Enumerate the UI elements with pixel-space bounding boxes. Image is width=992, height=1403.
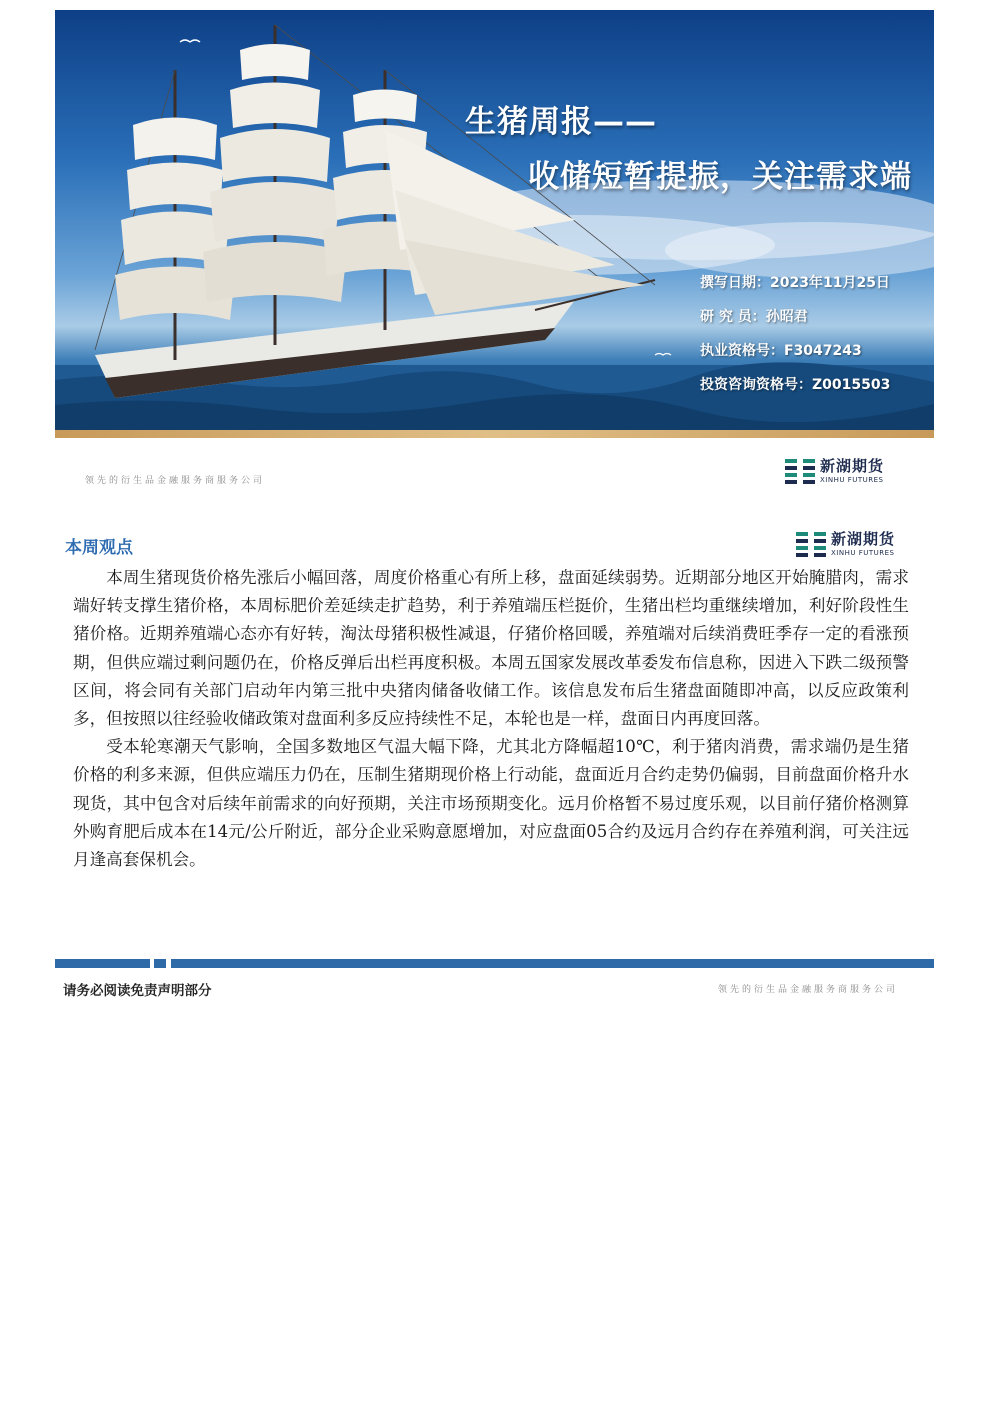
footer-tagline: 领先的衍生品金融服务商服务公司 <box>718 985 899 995</box>
consult-license-number: 投资咨询资格号：Z0015503 <box>700 377 891 393</box>
company-tagline: 领先的衍生品金融服务商服务公司 <box>85 476 266 486</box>
report-date: 撰写日期：2023年11月25日 <box>700 275 890 291</box>
banner-gold-strip <box>55 430 934 438</box>
footer-rule-segment-1 <box>55 959 150 968</box>
company-logo <box>785 457 884 485</box>
license-number: 执业资格号：F3047243 <box>700 343 862 359</box>
report-meta <box>700 272 930 408</box>
logo-cn-text: 新湖期货 <box>831 529 896 548</box>
xinhu-logo-icon <box>796 530 826 558</box>
weekly-view-body <box>73 564 909 874</box>
report-title: 生猪周报—— <box>465 104 657 140</box>
xinhu-logo-icon <box>785 457 815 485</box>
researcher-name: 研 究 员：孙昭君 <box>700 309 808 325</box>
logo-en-text: XINHU FUTURES <box>831 548 895 557</box>
paragraph-2: 受本轮寒潮天气影响，全国多数地区气温大幅下降，尤其北方降幅超10℃，利于猪肉消费，需求端仍是生猪价格的利多来源，但供应端压力仍在，压制生猪期现价格上行动能，盘面近月合约走势仍偏弱，目前盘面价格升水现货，其中包含对后续年前需求的向好预期，关注市场预期变化。远月价格暂不易过度乐观，以目前仔猪价格测算外购育肥后成本在14元/公斤附近，部分企业采购意愿增加，对应盘面05合约及远月合约存在养殖利润，可关注远月逢高套保机会。 <box>73 737 909 870</box>
disclaimer-notice: 请务必阅读免责声明部分 <box>63 983 212 999</box>
paragraph-1: 本周生猪现货价格先涨后小幅回落，周度价格重心有所上移，盘面延续弱势。近期部分地区开始腌腊肉，需求端好转支撑生猪价格，本周标肥价差延续走扩趋势，利于养殖端压栏挺价，生猪出栏均重继续增加，利好阶段性生猪价格。近期养殖端心态亦有好转，淘汰母猪积极性减退，仔猪价格回暖，养殖端对后续消费旺季存一定的看涨预期，但供应端过剩问题仍在，价格反弹后出栏再度积极。本周五国家发展改革委发布信息称，因进入下跌二级预警区间，将会同有关部门启动年内第三批中央猪肉储备收储工作。该信息发布后生猪盘面随即冲高，以反应政策利多，但按照以往经验收储政策对盘面利多反应持续性不足，本轮也是一样，盘面日内再度回落。 <box>73 568 909 729</box>
footer-rule-segment-2 <box>154 959 166 968</box>
cover-banner <box>55 10 934 437</box>
logo-cn-text: 新湖期货 <box>820 456 885 475</box>
logo-en-text: XINHU FUTURES <box>820 475 884 484</box>
footer-rule-segment-3 <box>171 959 934 968</box>
section-logo <box>796 530 895 558</box>
section-heading: 本周观点 <box>65 538 133 558</box>
report-subtitle: 收储短暂提振，关注需求端 <box>528 159 912 195</box>
